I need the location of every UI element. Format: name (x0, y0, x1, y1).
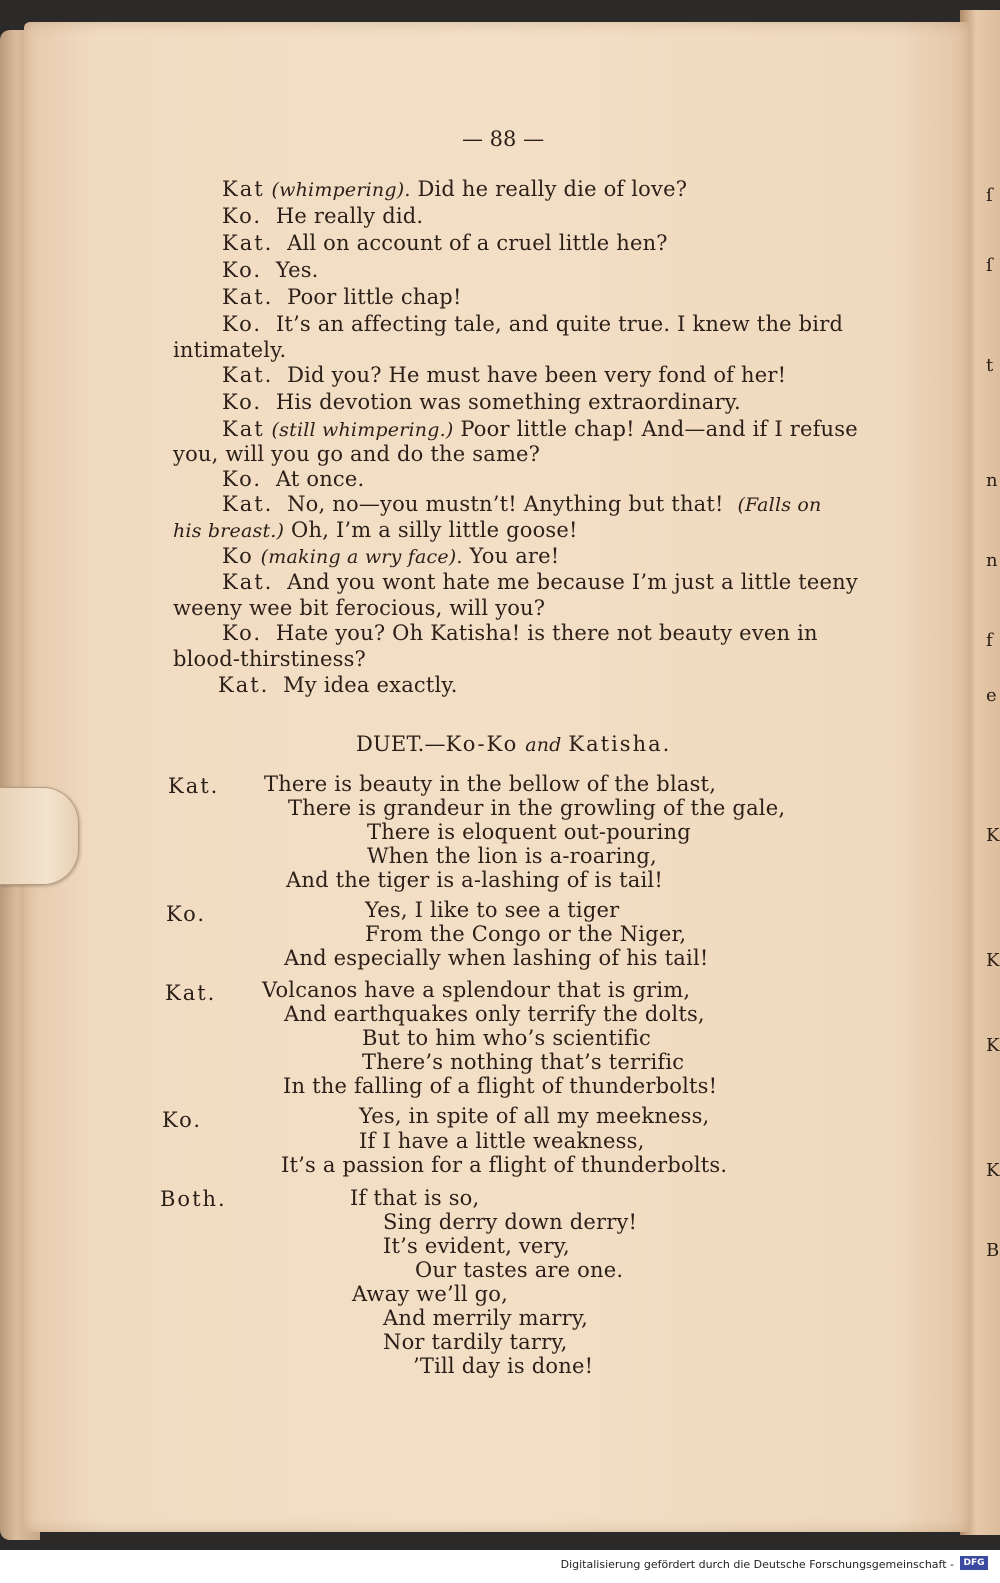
dialogue-continuation: intimately. (173, 338, 287, 362)
duet-heading: DUET.—Ko-Ko and Katisha. (356, 732, 672, 756)
next-page-glyph: K (986, 950, 1000, 971)
next-page-glyph: ſ (986, 185, 993, 206)
next-page-glyph: e (986, 685, 997, 706)
verse-line: When the lion is a-roaring, (367, 844, 657, 868)
verse-line: If I have a little weakness, (359, 1129, 645, 1153)
next-page-glyph: t (986, 355, 994, 376)
next-page-glyph: K (986, 825, 1000, 846)
funding-credit: Digitalisierung gefördert durch die Deutsche Forschungsgemeinschaft - (560, 1558, 954, 1571)
verse-line: And merrily marry, (383, 1306, 589, 1330)
duet-speaker: Ko. (162, 1108, 203, 1132)
verse-line: Yes, in spite of all my meekness, (359, 1104, 710, 1128)
duet-speaker: Both. (160, 1187, 227, 1211)
dialogue-line: Kat (still whimpering.) Poor little chap! And—and if I refuse (222, 417, 858, 441)
next-page-glyph: n (986, 550, 998, 571)
dialogue-line: Kat. No, no—you mustn’t! Anything but that! (Falls on (222, 492, 822, 516)
dialogue-continuation: you, will you go and do the same? (173, 442, 541, 466)
verse-line: And especially when lashing of his tail! (284, 946, 709, 970)
dialogue-line: Kat. All on account of a cruel little hen? (222, 231, 668, 255)
dialogue-line: Ko. Hate you? Oh Katisha! is there not beauty even in (222, 621, 818, 645)
dialogue-continuation: weeny wee bit ferocious, will you? (173, 596, 546, 620)
dialogue-line: Ko. It’s an affecting tale, and quite true. I knew the bird (222, 312, 844, 336)
verse-line: Yes, I like to see a tiger (365, 898, 620, 922)
verse-line: Our tastes are one. (415, 1258, 624, 1282)
verse-line: And earthquakes only terrify the dolts, (284, 1002, 705, 1026)
next-page-glyph: B (986, 1240, 1000, 1261)
dialogue-line: Kat. Did you? He must have been very fond of her! (222, 363, 787, 387)
next-page-glyph: n (986, 470, 998, 491)
verse-line: ’Till day is done! (413, 1354, 594, 1378)
verse-line: Sing derry down derry! (383, 1210, 638, 1234)
bookmark-tab (0, 787, 79, 885)
verse-line: Nor tardily tarry, (383, 1330, 568, 1354)
dialogue-continuation: his breast.) Oh, I’m a silly little goose! (173, 518, 578, 542)
next-page-glyph: K (986, 1160, 1000, 1181)
dialogue-line: Ko. His devotion was something extraordinary. (222, 390, 741, 414)
dialogue-line: Kat. My idea exactly. (218, 673, 458, 697)
verse-line: There is eloquent out-pouring (367, 820, 691, 844)
dialogue-line: Ko. At once. (222, 467, 365, 491)
dialogue-continuation: blood-thirstiness? (173, 647, 366, 671)
dialogue-line: Ko. He really did. (222, 204, 424, 228)
verse-line: But to him who’s scientific (362, 1026, 651, 1050)
next-page-glyph: ſ (986, 255, 993, 276)
duet-speaker: Kat. (168, 774, 220, 798)
verse-line: It’s a passion for a flight of thunderbolts. (281, 1153, 728, 1177)
duet-speaker: Kat. (165, 981, 217, 1005)
dialogue-line: Kat. Poor little chap! (222, 285, 462, 309)
verse-line: It’s evident, very, (383, 1234, 570, 1258)
dialogue-line: Kat (whimpering). Did he really die of love? (222, 177, 688, 201)
verse-line: Volcanos have a splendour that is grim, (262, 978, 691, 1002)
verse-line: From the Congo or the Niger, (365, 922, 687, 946)
verse-line: And the tiger is a-lashing of is tail! (286, 868, 663, 892)
page-number: — 88 — (462, 127, 545, 151)
next-page-glyph: K (986, 1035, 1000, 1056)
dialogue-line: Ko (making a wry face). You are! (222, 544, 560, 568)
next-page-glyph: f (986, 630, 993, 651)
duet-speaker: Ko. (166, 902, 207, 926)
verse-line: Away we’ll go, (352, 1282, 509, 1306)
dialogue-line: Kat. And you wont hate me because I’m just a little teeny (222, 570, 858, 594)
dfg-logo: DFG (960, 1556, 988, 1570)
verse-line: If that is so, (350, 1186, 480, 1210)
dialogue-line: Ko. Yes. (222, 258, 319, 282)
verse-line: In the falling of a flight of thunderbolts! (283, 1074, 718, 1098)
verse-line: There is beauty in the bellow of the blast, (264, 772, 717, 796)
verse-line: There is grandeur in the growling of the gale, (288, 796, 786, 820)
verse-line: There’s nothing that’s terrific (362, 1050, 685, 1074)
